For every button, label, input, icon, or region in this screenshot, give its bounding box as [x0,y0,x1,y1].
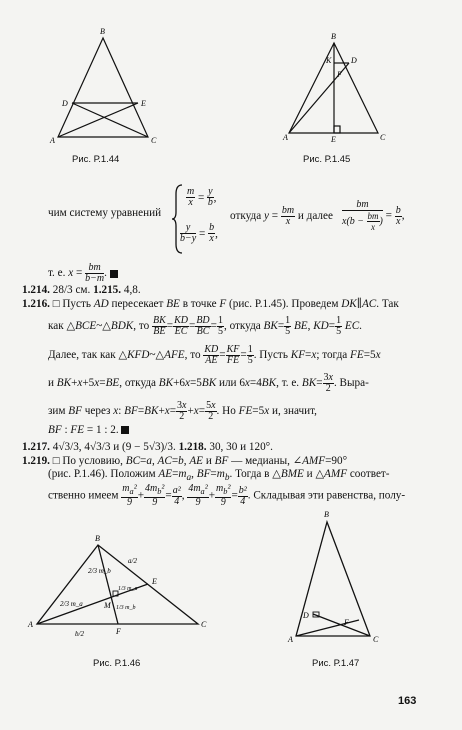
problem-1-214: 1.214. 28/3 см. 1.215. 4,8. [22,284,141,296]
svg-text:F: F [344,618,349,627]
figure-caption: Рис. Р.1.46 [93,658,141,669]
svg-text:2/3 m_b: 2/3 m_b [88,567,111,575]
svg-text:C: C [201,620,207,629]
svg-text:A: A [283,133,288,142]
svg-text:D: D [62,99,68,108]
svg-text:C: C [373,635,379,644]
svg-text:2/3 m_a: 2/3 m_a [60,600,83,608]
svg-text:C: C [380,133,386,142]
svg-text:B: B [100,27,105,36]
figure-caption: Рис. Р.1.47 [312,658,360,669]
svg-text:D: D [351,56,357,65]
svg-text:B: B [331,32,336,41]
problem-1-216-line4: и BK+x+5x=BE, откуда BK+6x=5BK или 6x=4BK, т. е. BK= $\frac{3x}{2}$ . Выра- [48,372,369,394]
svg-text:F: F [337,70,342,79]
problem-1-216-line5: зим BF через x: BF=BK+x= $\frac{3x}{2}$ +x= $\frac{5x}{2}$ . Но FE=5x и, значит, [48,400,317,422]
figure-caption: Рис. Р.1.44 [72,154,120,165]
page-number: 163 [398,695,417,707]
problem-1-216-line3: Далее, так как △KFD~△AFE, то $\frac{KD}{AE}$ = $\frac{KF}{FE}$ = $\frac{1}{5}$ . Пусть KF=x; тогда FE=5x [48,344,381,366]
svg-text:a/2: a/2 [128,557,137,565]
equation: $\frac{y}{b-y}$ = $\frac{b}{x}$ , [180,222,218,244]
svg-text:E: E [331,135,336,144]
problem-1-219-line3: ственно имеем $\frac{m_a^2}{9}$ + $\frac{4m_b^2}{9}$ = $\frac{\text{a²}}{4}$ , $\frac{4m_a^2}{9}$ + $\frac{m_b^2}{9}$ = $\frac{\text{b²}}{4}$ . Складывая эти равенства, полу- [48,483,406,508]
svg-text:F: F [116,627,121,636]
svg-text:b/2: b/2 [75,630,84,638]
svg-text:E: E [152,577,157,586]
svg-text:E: E [141,99,146,108]
text-line: чим систему уравнений [48,207,162,219]
problem-1-216-line6: BF : FE = 1 : 2. [48,423,129,437]
problem-1-216-line1: 1.216. □ Пусть AD пересекает BE в точке F (рис. Р.1.45). Проведем DK∥AC. Так [22,298,399,310]
problem-1-219-line2: (рис. Р.1.46). Положим $AE=m_a$, $BF=m_b$. Тогда в △BME и △AMF соответ- [48,468,390,484]
equation: bm x(b − $\frac{bm}{x}$ ) = $\frac{b}{x}$ , [342,199,405,232]
svg-text:M: M [104,601,111,610]
problem-1-217: 1.217. 4√3/3, 4√3/3 и (9 − 5√3)/3. 1.218. 30, 30 и 120°. [22,441,273,453]
problem-1-219-line1: 1.219. □ По условию, BC=a, AC=b, AE и BF — медианы, ∠AMF=90° [22,455,348,467]
svg-text:A: A [288,635,293,644]
svg-text:A: A [28,620,33,629]
text-line: т. е. x = $\frac{bm}{b-m}$ . [48,263,118,284]
equation: $\frac{m}{x}$ = $\frac{y}{b}$ , [187,186,217,208]
svg-text:1/3 m_b: 1/3 m_b [116,605,136,611]
figure-caption: Рис. Р.1.45 [303,154,351,165]
svg-text:K: K [326,56,332,65]
svg-text:1/3 m_a: 1/3 m_a [118,586,138,592]
text-line: откуда y = $\frac{bm}{x}$ и далее [230,205,333,227]
svg-text:B: B [324,510,329,519]
problem-1-216-line2: как △BCE~△BDK, то $\frac{BK}{BE}$ = $\frac{KD}{EC}$ = $\frac{BD}{BC}$ = $\frac{1}{5}$ , откуда BK= $\frac{1}{5}$ BE, KD= $\frac{1}{5}$ EC. [48,315,362,337]
svg-text:C: C [151,136,157,145]
svg-text:A: A [50,136,55,145]
svg-text:D: D [303,611,309,620]
svg-text:B: B [95,534,100,543]
